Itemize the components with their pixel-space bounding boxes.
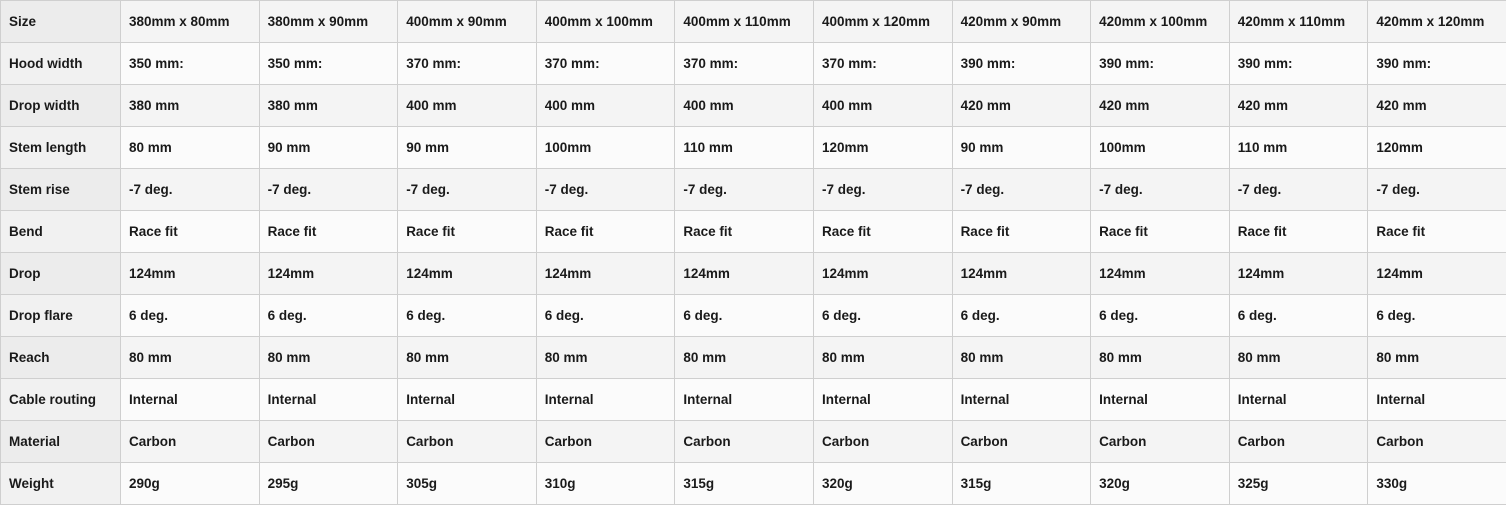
table-cell: 400 mm: [536, 85, 675, 127]
table-cell: 320g: [1091, 463, 1230, 505]
table-cell: 6 deg.: [952, 295, 1091, 337]
table-cell: -7 deg.: [536, 169, 675, 211]
table-cell: 400 mm: [675, 85, 814, 127]
table-cell: 370 mm:: [398, 43, 537, 85]
table-cell: 370 mm:: [675, 43, 814, 85]
table-body: [1, 1, 1506, 505]
table-cell: 420 mm: [952, 85, 1091, 127]
table-cell: 420mm x 110mm: [1229, 1, 1368, 43]
table-cell: 320g: [813, 463, 952, 505]
table-cell: 80 mm: [675, 337, 814, 379]
table-cell: Race fit: [398, 211, 537, 253]
table-cell: 6 deg.: [1229, 295, 1368, 337]
table-cell: 400mm x 110mm: [675, 1, 814, 43]
table-cell: 420 mm: [1091, 85, 1230, 127]
table-row: [1, 253, 1506, 295]
table-cell: -7 deg.: [398, 169, 537, 211]
row-label: Drop width: [1, 85, 121, 127]
table-cell: 110 mm: [675, 127, 814, 169]
table-cell: 290g: [121, 463, 260, 505]
table-cell: Carbon: [536, 421, 675, 463]
table-cell: 80 mm: [813, 337, 952, 379]
table-cell: Internal: [675, 379, 814, 421]
table-cell: 390 mm:: [1091, 43, 1230, 85]
table-cell: Internal: [398, 379, 537, 421]
table-cell: 100mm: [536, 127, 675, 169]
table-cell: -7 deg.: [1229, 169, 1368, 211]
row-label: Drop flare: [1, 295, 121, 337]
table-cell: -7 deg.: [259, 169, 398, 211]
table-cell: 390 mm:: [1368, 43, 1506, 85]
table-cell: 124mm: [1229, 253, 1368, 295]
table-cell: Race fit: [1229, 211, 1368, 253]
table-cell: -7 deg.: [675, 169, 814, 211]
table-cell: 124mm: [952, 253, 1091, 295]
table-cell: 6 deg.: [536, 295, 675, 337]
row-label: Hood width: [1, 43, 121, 85]
table-row: [1, 463, 1506, 505]
table-cell: 315g: [675, 463, 814, 505]
table-cell: 124mm: [1091, 253, 1230, 295]
table-row: [1, 421, 1506, 463]
table-cell: 6 deg.: [259, 295, 398, 337]
table-cell: 80 mm: [259, 337, 398, 379]
table-cell: -7 deg.: [952, 169, 1091, 211]
table-cell: 380mm x 80mm: [121, 1, 260, 43]
row-label: Reach: [1, 337, 121, 379]
table-cell: Carbon: [1368, 421, 1506, 463]
table-cell: 400mm x 90mm: [398, 1, 537, 43]
table-cell: 124mm: [813, 253, 952, 295]
table-row: [1, 43, 1506, 85]
table-cell: Race fit: [1368, 211, 1506, 253]
table-cell: Internal: [121, 379, 260, 421]
row-label: Bend: [1, 211, 121, 253]
table-cell: Race fit: [1091, 211, 1230, 253]
table-cell: Carbon: [813, 421, 952, 463]
table-cell: 80 mm: [121, 127, 260, 169]
table-cell: 380 mm: [259, 85, 398, 127]
table-row: [1, 127, 1506, 169]
table-cell: 120mm: [1368, 127, 1506, 169]
table-cell: Carbon: [1091, 421, 1230, 463]
table-cell: -7 deg.: [121, 169, 260, 211]
table-cell: 124mm: [1368, 253, 1506, 295]
table-cell: 80 mm: [1229, 337, 1368, 379]
row-label: Material: [1, 421, 121, 463]
table-cell: -7 deg.: [1368, 169, 1506, 211]
table-cell: 124mm: [259, 253, 398, 295]
table-cell: Internal: [259, 379, 398, 421]
table-cell: 350 mm:: [121, 43, 260, 85]
table-cell: 124mm: [398, 253, 537, 295]
table-cell: 110 mm: [1229, 127, 1368, 169]
table-cell: 90 mm: [398, 127, 537, 169]
row-label: Weight: [1, 463, 121, 505]
table-cell: Race fit: [259, 211, 398, 253]
table-cell: -7 deg.: [1091, 169, 1230, 211]
table-cell: 420mm x 120mm: [1368, 1, 1506, 43]
table-cell: 6 deg.: [1368, 295, 1506, 337]
table-cell: 330g: [1368, 463, 1506, 505]
table-cell: 390 mm:: [952, 43, 1091, 85]
table-row: [1, 379, 1506, 421]
table-cell: 390 mm:: [1229, 43, 1368, 85]
table-cell: Internal: [952, 379, 1091, 421]
table-cell: 295g: [259, 463, 398, 505]
table-cell: Carbon: [1229, 421, 1368, 463]
table-cell: 400mm x 100mm: [536, 1, 675, 43]
table-cell: Internal: [813, 379, 952, 421]
table-cell: 420mm x 100mm: [1091, 1, 1230, 43]
table-cell: 400mm x 120mm: [813, 1, 952, 43]
table-cell: Carbon: [259, 421, 398, 463]
table-cell: Race fit: [121, 211, 260, 253]
table-row: [1, 211, 1506, 253]
table-cell: Carbon: [675, 421, 814, 463]
table-cell: 400 mm: [813, 85, 952, 127]
table-cell: 6 deg.: [813, 295, 952, 337]
table-cell: 90 mm: [952, 127, 1091, 169]
table-cell: Carbon: [952, 421, 1091, 463]
table-cell: Internal: [1091, 379, 1230, 421]
table-cell: 370 mm:: [536, 43, 675, 85]
table-cell: Internal: [1229, 379, 1368, 421]
table-row: [1, 295, 1506, 337]
table-cell: Carbon: [398, 421, 537, 463]
table-cell: Internal: [536, 379, 675, 421]
table-cell: Race fit: [813, 211, 952, 253]
table-cell: 124mm: [675, 253, 814, 295]
table-cell: 6 deg.: [675, 295, 814, 337]
table-cell: 124mm: [536, 253, 675, 295]
table-cell: 100mm: [1091, 127, 1230, 169]
table-cell: 80 mm: [1091, 337, 1230, 379]
table-cell: Race fit: [675, 211, 814, 253]
table-cell: Race fit: [952, 211, 1091, 253]
table-cell: 305g: [398, 463, 537, 505]
table-cell: 370 mm:: [813, 43, 952, 85]
table-row: [1, 169, 1506, 211]
table-cell: 380 mm: [121, 85, 260, 127]
table-row: [1, 85, 1506, 127]
table-cell: Carbon: [121, 421, 260, 463]
table-cell: 80 mm: [536, 337, 675, 379]
table-cell: 420mm x 90mm: [952, 1, 1091, 43]
table-row: [1, 1, 1506, 43]
table-cell: -7 deg.: [813, 169, 952, 211]
table-cell: 124mm: [121, 253, 260, 295]
table-cell: 310g: [536, 463, 675, 505]
table-cell: 80 mm: [952, 337, 1091, 379]
table-cell: 350 mm:: [259, 43, 398, 85]
table-cell: 80 mm: [398, 337, 537, 379]
row-label: Drop: [1, 253, 121, 295]
table-cell: 420 mm: [1229, 85, 1368, 127]
table-row: [1, 337, 1506, 379]
table-cell: 400 mm: [398, 85, 537, 127]
row-label: Cable routing: [1, 379, 121, 421]
row-label: Stem rise: [1, 169, 121, 211]
table-cell: Internal: [1368, 379, 1506, 421]
table-cell: 90 mm: [259, 127, 398, 169]
row-label: Stem length: [1, 127, 121, 169]
table-cell: 6 deg.: [398, 295, 537, 337]
table-cell: 80 mm: [121, 337, 260, 379]
table-cell: 120mm: [813, 127, 952, 169]
table-cell: 80 mm: [1368, 337, 1506, 379]
table-cell: 315g: [952, 463, 1091, 505]
table-cell: Race fit: [536, 211, 675, 253]
table-cell: 325g: [1229, 463, 1368, 505]
table-cell: 6 deg.: [1091, 295, 1230, 337]
table-cell: 6 deg.: [121, 295, 260, 337]
row-label: Size: [1, 1, 121, 43]
table-cell: 380mm x 90mm: [259, 1, 398, 43]
table-cell: 420 mm: [1368, 85, 1506, 127]
